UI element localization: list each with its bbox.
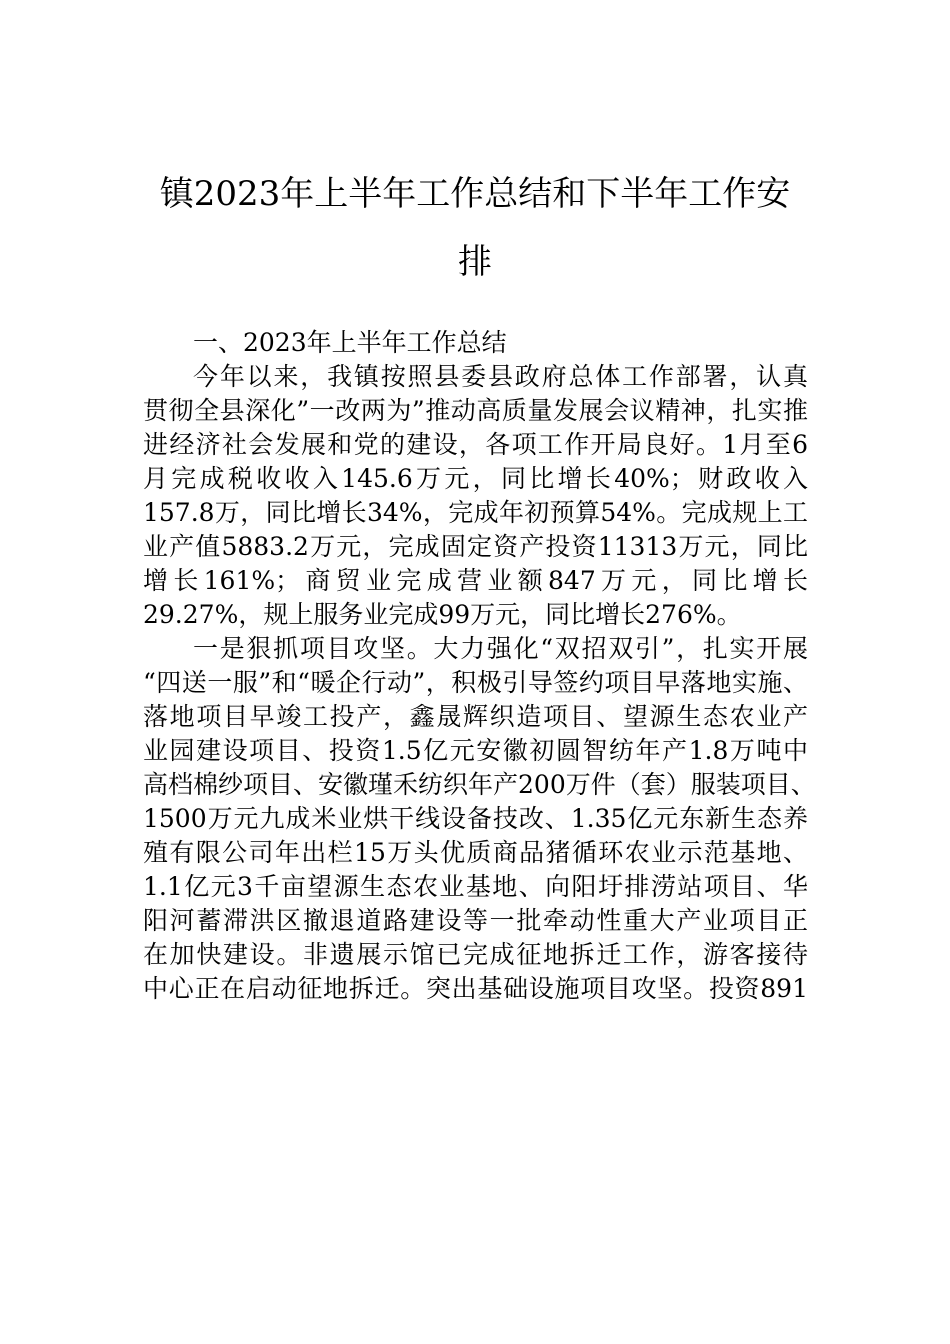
title-line-1: 镇2023年上半年工作总结和下半年工作安: [159, 174, 791, 214]
paragraph-line: “四送一服”和“暖企行动”，积极引导签约项目早落地实施、: [143, 668, 808, 697]
paragraph-line: 业园建设项目、投资1.5亿元安徽初圆智纺年产1.8万吨中: [143, 736, 808, 765]
paragraph-line: 在加快建设。非遗展示馆已完成征地拆迁工作，游客接待: [143, 940, 808, 969]
document-body: [143, 326, 816, 1006]
paragraph-line: 业产值5883.2万元，完成固定资产投资11313万元，同比: [143, 532, 808, 561]
document-title: [0, 160, 950, 296]
paragraph-line: 进经济社会发展和党的建设，各项工作开局良好。1月至6: [143, 430, 808, 459]
section-heading: 一、2023年上半年工作总结: [193, 328, 507, 357]
paragraph-line: 一是狠抓项目攻坚。大力强化“双招双引”，扎实开展: [193, 634, 808, 663]
paragraph-line: 殖有限公司年出栏15万头优质商品猪循环农业示范基地、: [143, 838, 808, 867]
paragraph-line: 中心正在启动征地拆迁。突出基础设施项目攻坚。投资891: [143, 974, 808, 1003]
paragraph-projects: [143, 632, 816, 1006]
title-line-2: 排: [458, 242, 492, 282]
paragraph-line: 增长161%；商贸业完成营业额847万元，同比增长: [143, 566, 808, 595]
paragraph-line: 贯彻全县深化”一改两为”推动高质量发展会议精神，扎实推: [143, 396, 808, 425]
paragraph-line: 29.27%，规上服务业完成99万元，同比增长276%。: [143, 600, 742, 629]
paragraph-line: 阳河蓄滞洪区撤退道路建设等一批牵动性重大产业项目正: [143, 906, 808, 935]
paragraph-line: 月完成税收收入145.6万元，同比增长40%；财政收入: [143, 464, 808, 493]
paragraph-line: 今年以来，我镇按照县委县政府总体工作部署，认真: [193, 362, 808, 391]
paragraph-line: 高档棉纱项目、安徽瑾禾纺织年产200万件（套）服装项目、: [143, 770, 816, 799]
paragraph-line: 落地项目早竣工投产，鑫晟辉织造项目、望源生态农业产: [143, 702, 808, 731]
paragraph-line: 1.1亿元3千亩望源生态农业基地、向阳圩排涝站项目、华: [143, 872, 808, 901]
paragraph-line: 1500万元九成米业烘干线设备技改、1.35亿元东新生态养: [143, 804, 808, 833]
paragraph-summary: [143, 360, 808, 632]
paragraph-line: 157.8万，同比增长34%，完成年初预算54%。完成规上工: [143, 498, 808, 527]
